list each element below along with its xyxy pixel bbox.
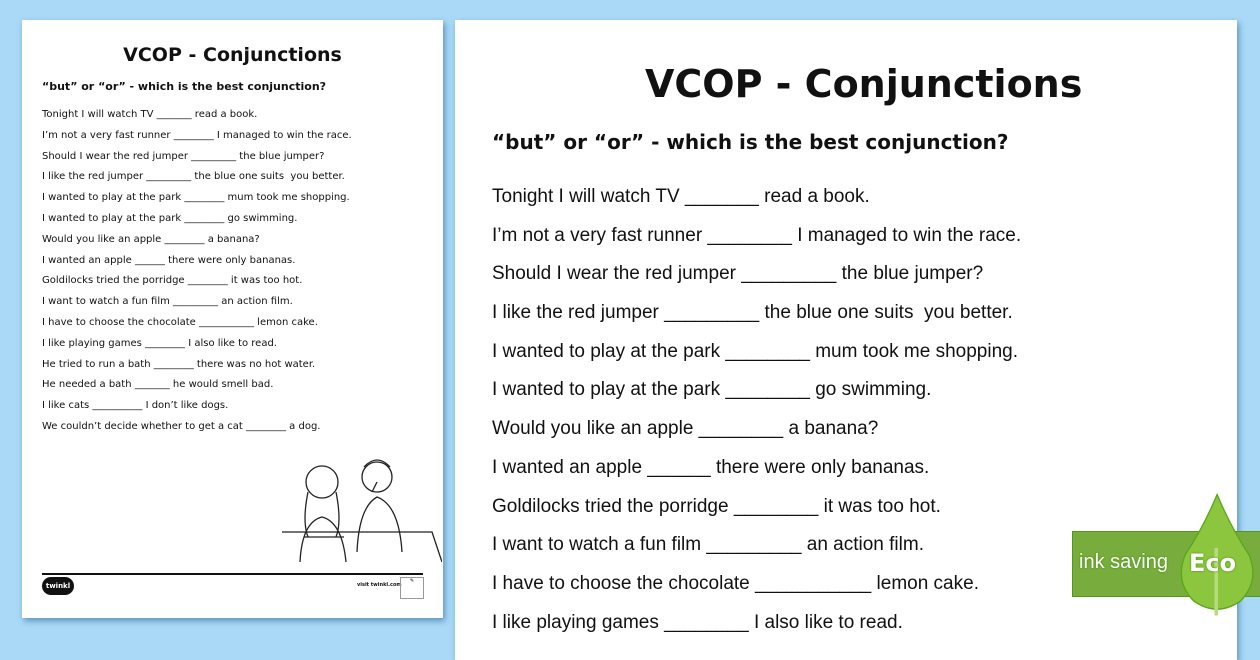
sentence-line: I have to choose the chocolate ___________ lemon cake. bbox=[42, 316, 318, 328]
sentence-line: I wanted to play at the park ________ go swimming. bbox=[42, 212, 298, 224]
sentence-line: He tried to run a bath ________ there was no hot water. bbox=[42, 358, 316, 370]
twinkl-logo: twinkl bbox=[42, 577, 74, 595]
sentence-line: I wanted an apple ______ there were only bananas. bbox=[492, 456, 930, 478]
sentence-line: Goldilocks tried the porridge ________ it was too hot. bbox=[42, 275, 303, 287]
sentence-line: I wanted to play at the park ________ mum took me shopping. bbox=[492, 340, 1018, 362]
sentence-line: I’m not a very fast runner ________ I managed to win the race. bbox=[42, 129, 352, 141]
worksheet-title-large: VCOP - Conjunctions bbox=[645, 62, 1083, 106]
sentence-line: I like playing games ________ I also like to read. bbox=[492, 611, 903, 633]
sentence-line: Should I wear the red jumper _________ the blue jumper? bbox=[492, 263, 984, 285]
sentence-list bbox=[42, 109, 352, 442]
sentence-line: I wanted to play at the park ________ go swimming. bbox=[492, 379, 932, 401]
sentence-line: I’m not a very fast runner ________ I managed to win the race. bbox=[492, 224, 1022, 246]
sentence-line: Goldilocks tried the porridge ________ it was too hot. bbox=[492, 495, 941, 517]
sentence-line: Would you like an apple ________ a banana? bbox=[492, 418, 879, 440]
worksheet-thumbnail bbox=[22, 20, 443, 618]
sentence-line: I wanted an apple ______ there were only bananas. bbox=[42, 254, 296, 266]
eco-leaf-badge bbox=[1178, 485, 1258, 625]
sentence-line: Should I wear the red jumper _________ the blue jumper? bbox=[42, 150, 325, 162]
quality-badge-icon: ✎ bbox=[400, 577, 424, 599]
sentence-line: I wanted to play at the park ________ mum took me shopping. bbox=[42, 192, 350, 204]
sentence-line: I want to watch a fun film _________ an action film. bbox=[42, 296, 293, 308]
worksheet-subtitle-large: “but” or “or” - which is the best conjunction? bbox=[492, 130, 1009, 154]
sentence-line: I like the red jumper _________ the blue one suits you better. bbox=[492, 302, 1013, 324]
sentence-line: We couldn’t decide whether to get a cat ________ a dog. bbox=[42, 420, 321, 432]
footer-divider bbox=[42, 573, 423, 575]
children-illustration bbox=[272, 452, 442, 572]
sentence-line: I have to choose the chocolate ___________ lemon cake. bbox=[492, 572, 979, 594]
eco-label: Eco bbox=[1189, 549, 1237, 577]
sentence-list-large bbox=[492, 186, 1021, 650]
ink-saving-label: ink saving bbox=[1079, 551, 1168, 573]
sentence-line: Tonight I will watch TV _______ read a book. bbox=[42, 109, 258, 120]
sentence-line: I like cats __________ I don’t like dogs. bbox=[42, 400, 229, 412]
sentence-line: He needed a bath _______ he would smell bad. bbox=[42, 379, 274, 391]
worksheet-subtitle: “but” or “or” - which is the best conjunction? bbox=[42, 80, 327, 93]
sentence-line: I want to watch a fun film _________ an action film. bbox=[492, 534, 924, 556]
sentence-line: Tonight I will watch TV _______ read a book. bbox=[492, 186, 870, 207]
sentence-line: I like the red jumper _________ the blue one suits you better. bbox=[42, 171, 345, 183]
sentence-line: I like playing games ________ I also like to read. bbox=[42, 337, 277, 349]
worksheet-title: VCOP - Conjunctions bbox=[123, 44, 342, 66]
sentence-line: Would you like an apple ________ a banana? bbox=[42, 233, 260, 245]
footer-url: visit twinkl.com bbox=[357, 582, 402, 588]
